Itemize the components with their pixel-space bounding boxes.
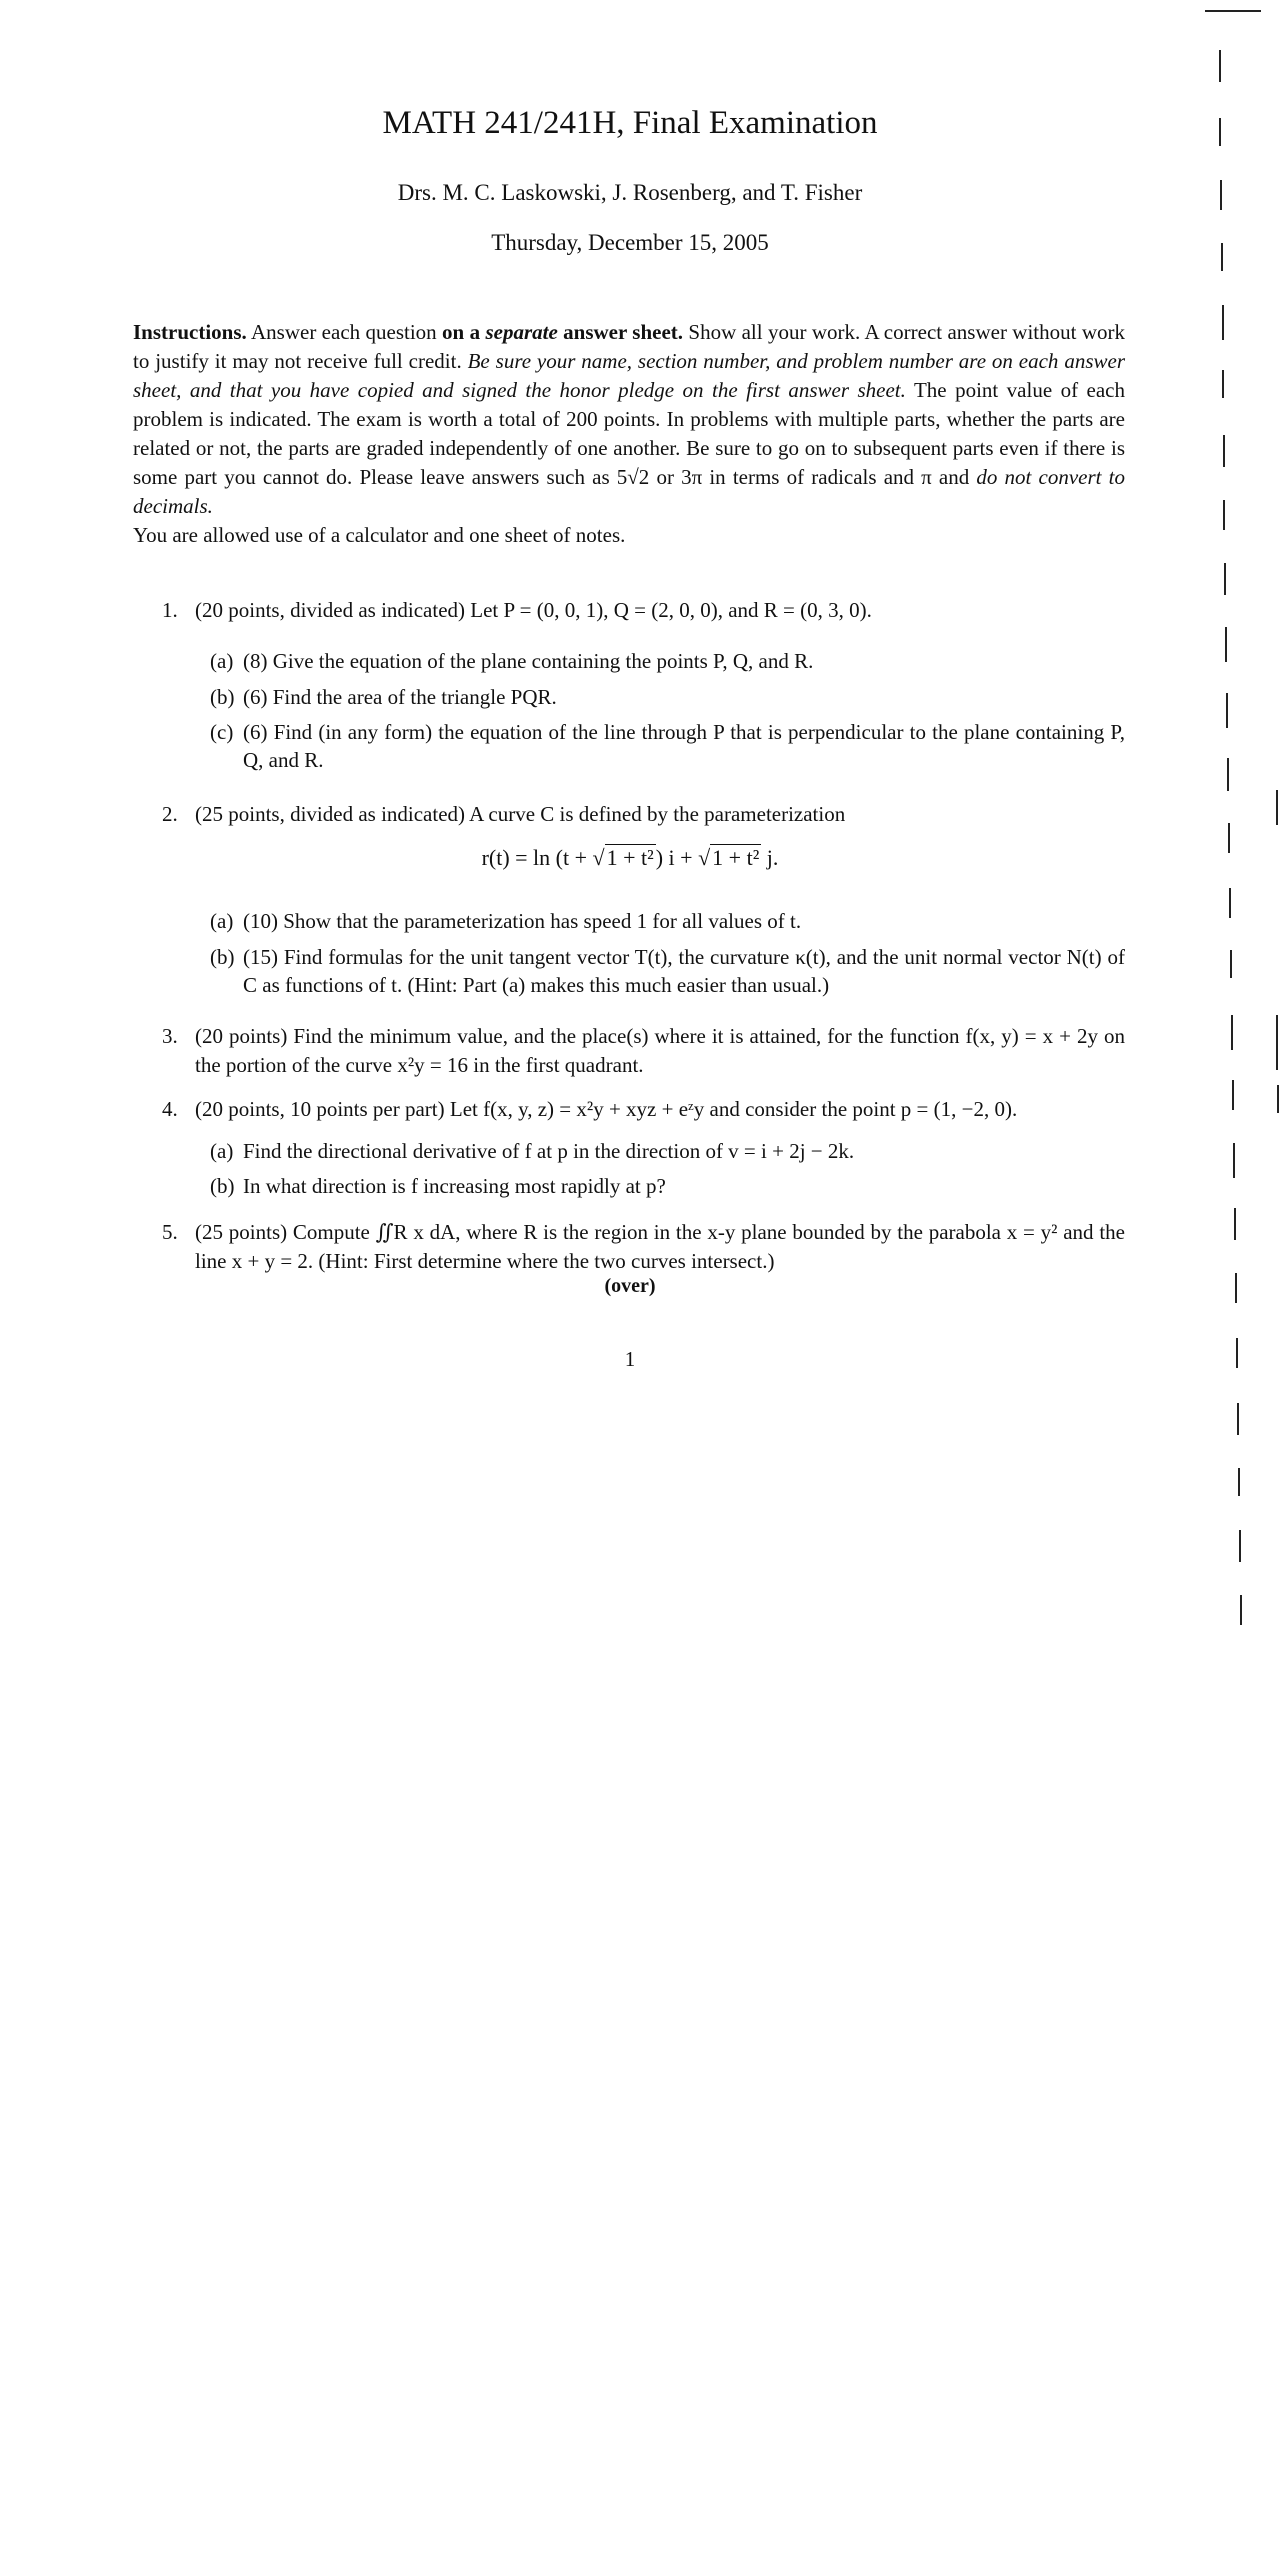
- part-label: (a): [210, 1139, 234, 1163]
- scan-mark: [1222, 370, 1224, 398]
- question-2-text: (25 points, divided as indicated) A curve C is defined by the parameterization: [195, 802, 846, 826]
- exam-authors: Drs. M. C. Laskowski, J. Rosenberg, and T. Fisher: [397, 180, 863, 205]
- question-4a-text: Find the directional derivative of f at p in the direction of v = i + 2j − 2k.: [243, 1139, 855, 1163]
- question-3-text: (20 points) Find the minimum value, and the place(s) where it is attained, for the function f(x, y) = x + 2y on the portion of the curve x²y = 16 in the first quadrant.: [195, 1024, 1125, 1077]
- scan-mark: [1276, 1015, 1278, 1070]
- scan-mark: [1230, 950, 1232, 978]
- scan-mark: [1240, 1595, 1242, 1625]
- scan-mark: [1228, 823, 1230, 853]
- question-3: [162, 1022, 1125, 1080]
- question-4: [162, 1095, 1125, 1124]
- exam-date: Thursday, December 15, 2005: [491, 230, 769, 255]
- part-label: (a): [210, 649, 234, 673]
- question-4-text: (20 points, 10 points per part) Let f(x, y, z) = x²y + xyz + eᶻy and consider the point p = (1, −2, 0).: [195, 1097, 1018, 1121]
- scan-mark: [1227, 758, 1229, 791]
- scan-mark: [1223, 500, 1225, 530]
- question-4b: [210, 1172, 1125, 1200]
- question-number: 3.: [162, 1024, 178, 1048]
- part-label: (b): [210, 685, 235, 709]
- question-2: [162, 800, 1125, 829]
- scan-mark: [1233, 1143, 1235, 1178]
- part-label: (c): [210, 720, 234, 744]
- instructions-text-3: The point value of each problem is indicated. The exam is worth a total of 200 points. In problems with multiple parts, whether the parts are related or not, the parts are graded independently of one another. Be sure to go on to subsequent parts even if there is some part you cannot do. Please leave answers such as 5√2 or 3π in terms of radicals and π and: [133, 378, 1126, 489]
- scan-mark: [1235, 1273, 1237, 1303]
- question-2a: [210, 907, 1125, 935]
- question-1b-text: (6) Find the area of the triangle PQR.: [243, 685, 557, 709]
- over-note: (over): [604, 1275, 656, 1297]
- question-4b-text: In what direction is f increasing most rapidly at p?: [243, 1174, 666, 1198]
- instructions-italic-2: do not convert to decimals.: [133, 465, 1125, 518]
- question-1-text: (20 points, divided as indicated) Let P = (0, 0, 1), Q = (2, 0, 0), and R = (0, 3, 0).: [195, 598, 872, 622]
- question-number: 2.: [162, 802, 178, 826]
- page-number: 1: [624, 1347, 636, 1371]
- scan-mark: [1238, 1468, 1240, 1496]
- instructions-lead: Instructions.: [133, 320, 247, 344]
- instructions-italic-1: Be sure your name, section number, and problem number are on each answer sheet, and that you have copied and signed the honor pledge on the first answer sheet.: [133, 349, 1125, 402]
- instructions-text-2: Show all your work. A correct answer without work to justify it may not receive full credit.: [133, 320, 1125, 373]
- scan-mark: [1226, 693, 1228, 728]
- question-2a-text: (10) Show that the parameterization has speed 1 for all values of t.: [243, 909, 802, 933]
- instructions-block: [133, 318, 1125, 550]
- question-2b: [210, 943, 1125, 999]
- question-1c: [210, 718, 1125, 774]
- part-label: (a): [210, 909, 234, 933]
- scan-mark: [1219, 118, 1221, 146]
- scan-mark: [1236, 1338, 1238, 1368]
- question-1: [162, 596, 1125, 625]
- question-1b: [210, 683, 1125, 711]
- question-2b-text: (15) Find formulas for the unit tangent vector T(t), the curvature κ(t), and the unit normal vector N(t) of C as functions of t. (Hint: Part (a) makes this much easier than usual.): [243, 945, 1125, 997]
- question-number: 4.: [162, 1097, 178, 1121]
- instructions-calculator-note: You are allowed use of a calculator and one sheet of notes.: [133, 523, 626, 547]
- scan-mark: [1237, 1403, 1239, 1435]
- question-number: 1.: [162, 598, 178, 622]
- scan-mark: [1277, 1085, 1279, 1113]
- scan-mark: [1231, 1015, 1233, 1050]
- scan-mark: [1220, 180, 1222, 210]
- scan-mark: [1223, 435, 1225, 467]
- scan-mark: [1239, 1530, 1241, 1562]
- question-5-text: (25 points) Compute ∬R x dA, where R is the region in the x-y plane bounded by the parabola x = y² and the line x + y = 2. (Hint: First determine where the two curves intersect.): [195, 1220, 1125, 1273]
- scan-edge-mark: [1205, 10, 1261, 12]
- instructions-text-1: Answer each question: [246, 320, 443, 344]
- question-1a-text: (8) Give the equation of the plane containing the points P, Q, and R.: [243, 649, 814, 673]
- scan-mark: [1224, 563, 1226, 595]
- question-5: [162, 1218, 1125, 1276]
- question-1a: [210, 647, 1125, 675]
- scan-mark: [1276, 790, 1278, 825]
- scan-mark: [1234, 1208, 1236, 1240]
- part-label: (b): [210, 945, 235, 969]
- parameterization-equation: r(t) = ln (t + √1 + t²) i + √1 + t² j.: [481, 845, 779, 870]
- scan-mark: [1225, 627, 1227, 662]
- instructions-bold-1: on a separate answer sheet.: [442, 320, 684, 344]
- scan-mark: [1229, 888, 1231, 918]
- exam-title: MATH 241/241H, Final Examination: [382, 105, 878, 141]
- scan-mark: [1222, 305, 1224, 340]
- part-label: (b): [210, 1174, 235, 1198]
- scan-mark: [1232, 1080, 1234, 1110]
- question-number: 5.: [162, 1220, 178, 1244]
- question-1c-text: (6) Find (in any form) the equation of the line through P that is perpendicular to the plane containing P, Q, and R.: [243, 720, 1125, 772]
- scan-mark: [1221, 243, 1223, 271]
- scan-mark: [1219, 50, 1221, 82]
- question-4a: [210, 1137, 1125, 1165]
